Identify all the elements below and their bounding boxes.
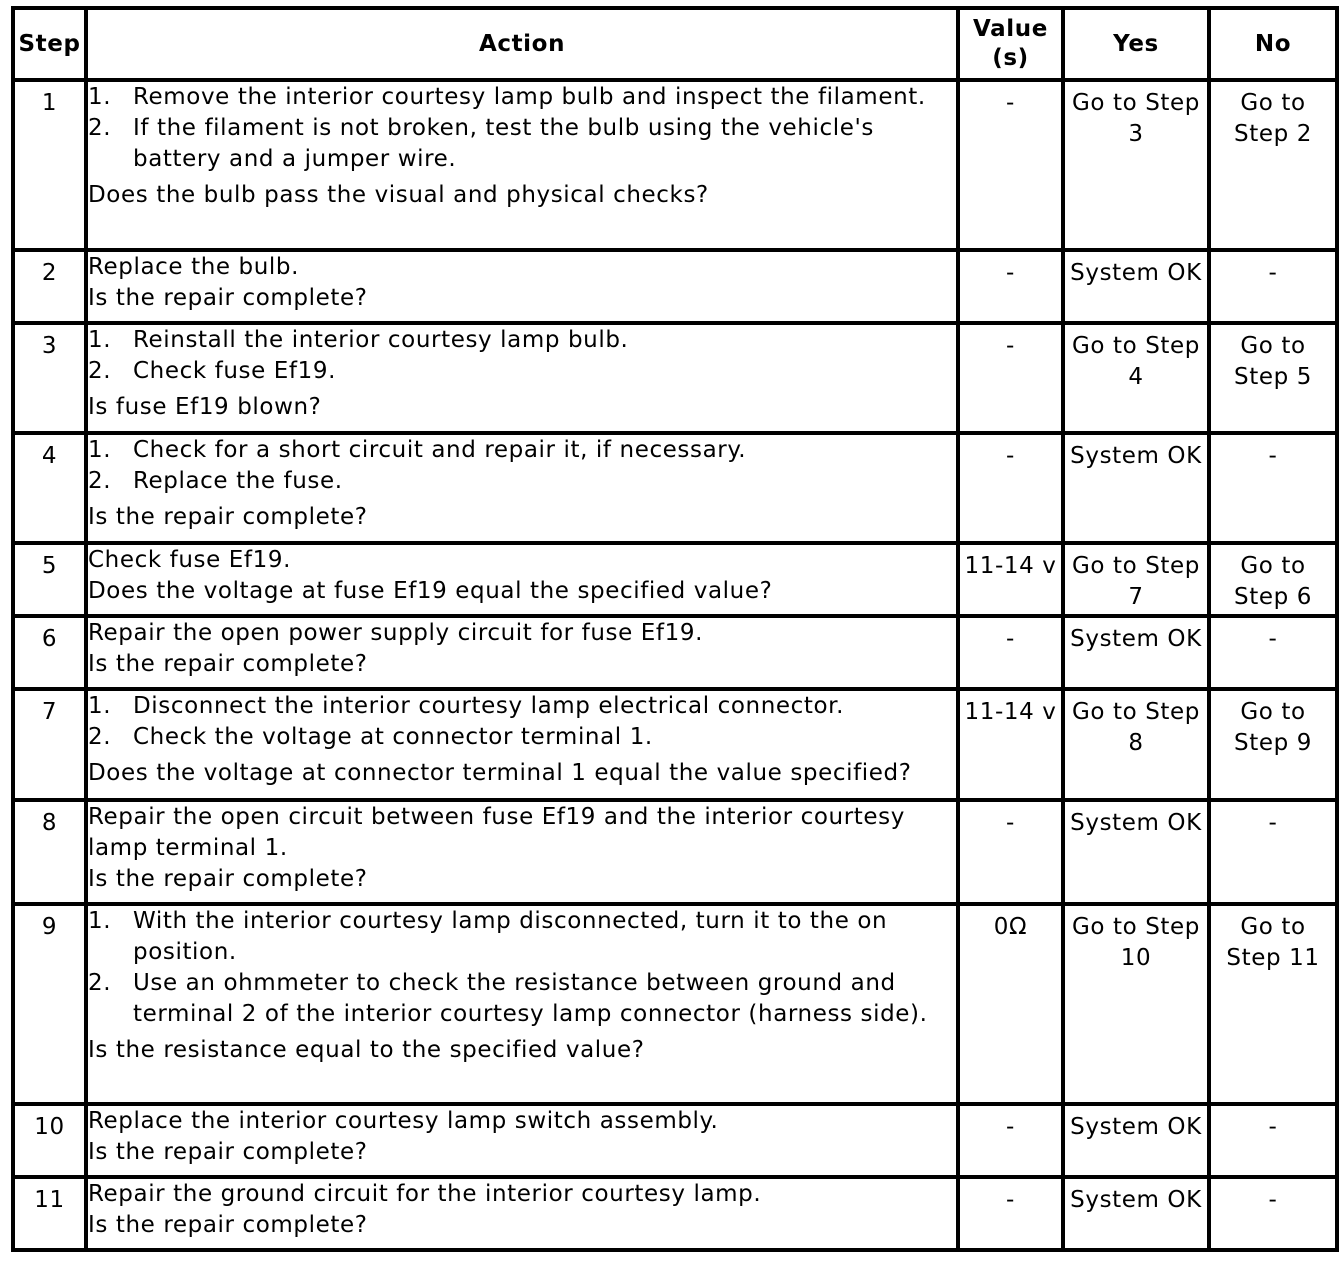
yes-cell: System OK xyxy=(1063,250,1209,323)
value-cell: - xyxy=(958,433,1063,543)
action-step-text: Disconnect the interior courtesy lamp electrical connector. xyxy=(133,693,845,720)
action-steps-list xyxy=(88,82,956,175)
no-cell: - xyxy=(1209,800,1337,904)
action-cell xyxy=(86,433,958,543)
action-question: Is the repair complete? xyxy=(88,651,368,678)
action-step-number: 1. xyxy=(88,693,112,720)
no-cell: Go to Step 6 xyxy=(1209,543,1337,616)
no-cell: - xyxy=(1209,433,1337,543)
action-step-item xyxy=(88,113,956,175)
action-steps-list xyxy=(88,325,956,387)
step-cell: 9 xyxy=(13,904,86,1104)
table-row xyxy=(13,433,1337,543)
yes-cell: Go to Step 10 xyxy=(1063,904,1209,1104)
step-cell: 4 xyxy=(13,433,86,543)
header-value-line1: Value xyxy=(973,16,1048,42)
no-cell: Go to Step 5 xyxy=(1209,323,1337,433)
action-step-item xyxy=(88,906,956,968)
value-cell: - xyxy=(958,800,1063,904)
action-instruction: Check fuse Ef19. xyxy=(88,547,291,574)
step-cell: 8 xyxy=(13,800,86,904)
step-cell: 1 xyxy=(13,80,86,250)
action-instruction: Replace the interior courtesy lamp switch assembly. xyxy=(88,1107,719,1134)
action-question: Is the repair complete? xyxy=(88,1138,368,1165)
action-steps-list xyxy=(88,906,956,1030)
header-value-line2: (s) xyxy=(992,45,1029,71)
header-yes: Yes xyxy=(1063,8,1209,80)
action-step-text: Replace the fuse. xyxy=(133,468,343,495)
step-cell: 11 xyxy=(13,1177,86,1250)
value-cell: - xyxy=(958,616,1063,689)
step-cell: 7 xyxy=(13,689,86,799)
action-step-text: Use an ohmmeter to check the resistance between ground and terminal 2 of the interior courtesy lamp connector (harness side). xyxy=(133,969,928,1027)
action-step-number: 1. xyxy=(88,84,112,110)
step-cell: 6 xyxy=(13,616,86,689)
action-steps-list xyxy=(88,435,956,497)
action-step-number: 1. xyxy=(88,907,112,934)
no-cell: Go to Step 9 xyxy=(1209,689,1337,799)
value-cell: - xyxy=(958,80,1063,250)
table-row xyxy=(13,689,1337,799)
action-step-number: 1. xyxy=(88,327,112,354)
action-step-text: Remove the interior courtesy lamp bulb and inspect the filament. xyxy=(133,84,926,110)
action-step-text: Check the voltage at connector terminal 1. xyxy=(133,724,653,751)
action-step-item xyxy=(88,691,956,722)
action-step-text: Reinstall the interior courtesy lamp bulb. xyxy=(133,327,629,354)
no-cell: - xyxy=(1209,1104,1337,1177)
table-row xyxy=(13,800,1337,904)
value-cell: 11-14 v xyxy=(958,543,1063,616)
no-cell: - xyxy=(1209,250,1337,323)
action-step-item xyxy=(88,325,956,356)
action-question: Is the repair complete? xyxy=(88,865,368,892)
action-question: Is the resistance equal to the specified value? xyxy=(88,1036,645,1063)
action-step-item xyxy=(88,466,956,497)
table-row xyxy=(13,323,1337,433)
yes-cell: Go to Step 4 xyxy=(1063,323,1209,433)
action-cell xyxy=(86,323,958,433)
value-cell: 0Ω xyxy=(958,904,1063,1104)
action-question: Is the repair complete? xyxy=(88,1211,368,1238)
header-row xyxy=(13,8,1337,80)
no-cell: - xyxy=(1209,1177,1337,1250)
action-step-item xyxy=(88,722,956,753)
table-row xyxy=(13,1177,1337,1250)
action-steps-list xyxy=(88,691,956,753)
no-cell: Go to Step 2 xyxy=(1209,80,1337,250)
yes-cell: Go to Step 8 xyxy=(1063,689,1209,799)
action-question: Does the bulb pass the visual and physical checks? xyxy=(88,182,709,208)
action-cell xyxy=(86,80,958,250)
value-cell: 11-14 v xyxy=(958,689,1063,799)
step-cell: 3 xyxy=(13,323,86,433)
action-step-text: If the filament is not broken, test the bulb using the vehicle's battery and a jumper wire. xyxy=(133,115,874,172)
action-step-item xyxy=(88,82,956,113)
step-cell: 2 xyxy=(13,250,86,323)
diagnostic-table xyxy=(11,6,1339,1252)
action-cell xyxy=(86,1177,958,1250)
action-cell xyxy=(86,904,958,1104)
table-row xyxy=(13,616,1337,689)
action-cell xyxy=(86,250,958,323)
header-action: Action xyxy=(86,8,958,80)
value-cell: - xyxy=(958,1177,1063,1250)
action-step-number: 1. xyxy=(88,437,112,464)
action-cell xyxy=(86,689,958,799)
action-question: Does the voltage at connector terminal 1 equal the value specified? xyxy=(88,760,912,787)
yes-cell: System OK xyxy=(1063,616,1209,689)
yes-cell: System OK xyxy=(1063,1104,1209,1177)
action-cell xyxy=(86,543,958,616)
action-step-text: With the interior courtesy lamp disconnected, turn it to the on position. xyxy=(133,907,888,965)
action-step-text: Check for a short circuit and repair it, if necessary. xyxy=(133,437,747,464)
action-instruction: Replace the bulb. xyxy=(88,254,300,281)
value-cell: - xyxy=(958,1104,1063,1177)
yes-cell: System OK xyxy=(1063,1177,1209,1250)
header-no: No xyxy=(1209,8,1337,80)
action-step-number: 2. xyxy=(88,115,112,141)
value-cell: - xyxy=(958,250,1063,323)
value-cell: - xyxy=(958,323,1063,433)
action-instruction: Repair the open circuit between fuse Ef19 and the interior courtesy lamp terminal 1. xyxy=(88,803,905,861)
action-step-item xyxy=(88,968,956,1030)
header-value xyxy=(958,8,1063,80)
action-step-number: 2. xyxy=(88,468,112,495)
table-row xyxy=(13,904,1337,1104)
action-step-number: 2. xyxy=(88,358,112,385)
action-question: Is the repair complete? xyxy=(88,285,368,312)
step-cell: 5 xyxy=(13,543,86,616)
action-cell xyxy=(86,800,958,904)
action-step-number: 2. xyxy=(88,724,112,751)
table-row xyxy=(13,80,1337,250)
action-question: Does the voltage at fuse Ef19 equal the specified value? xyxy=(88,578,773,605)
action-step-text: Check fuse Ef19. xyxy=(133,358,336,385)
yes-cell: Go to Step 7 xyxy=(1063,543,1209,616)
action-step-item xyxy=(88,435,956,466)
table-row xyxy=(13,543,1337,616)
no-cell: - xyxy=(1209,616,1337,689)
step-cell: 10 xyxy=(13,1104,86,1177)
header-step: Step xyxy=(13,8,86,80)
yes-cell: System OK xyxy=(1063,800,1209,904)
yes-cell: System OK xyxy=(1063,433,1209,543)
action-cell xyxy=(86,616,958,689)
action-question: Is the repair complete? xyxy=(88,504,368,531)
table-row xyxy=(13,1104,1337,1177)
action-step-item xyxy=(88,356,956,387)
yes-cell: Go to Step 3 xyxy=(1063,80,1209,250)
action-cell xyxy=(86,1104,958,1177)
action-step-number: 2. xyxy=(88,969,112,996)
table-row xyxy=(13,250,1337,323)
action-instruction: Repair the open power supply circuit for fuse Ef19. xyxy=(88,620,703,647)
action-instruction: Repair the ground circuit for the interior courtesy lamp. xyxy=(88,1180,762,1207)
action-question: Is fuse Ef19 blown? xyxy=(88,394,322,421)
no-cell: Go to Step 11 xyxy=(1209,904,1337,1104)
